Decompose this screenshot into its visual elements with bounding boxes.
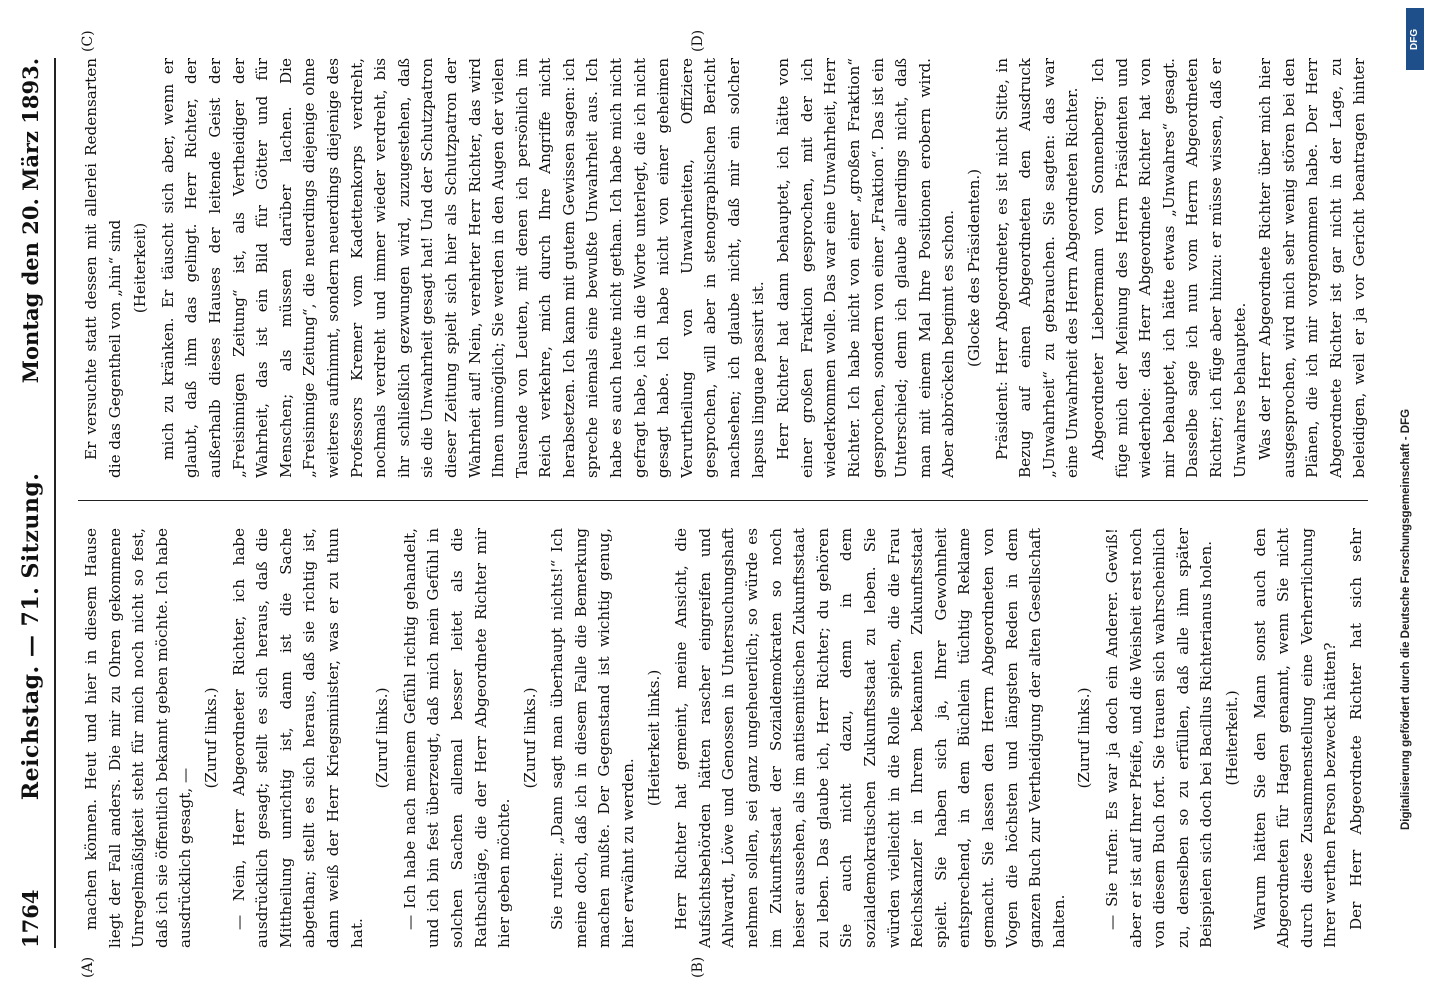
left-column bbox=[80, 528, 1370, 948]
page-number: 1764 bbox=[18, 889, 43, 948]
column-divider bbox=[78, 500, 1368, 501]
interjection: (Zuruf links.) bbox=[201, 687, 220, 789]
paragraph: Herr Richter hat dann behauptet, ich hätte von einer großen Fraktion gesprochen, mit der ich wiederkommen wolle. Das war eine Unwahrheit, Herr Richter. Ich habe nicht von einer „großen Fraktion“ gesprochen, sondern von einer „Fraktion“. Das ist ein Unterschied; denn ich glaube allerdings nicht, daß man mit einem Mal Ihre Positionen erobern wird. Aber abbröckeln beginnt es schon. bbox=[774, 58, 958, 478]
interjection: (Heiterkeit links.) bbox=[644, 669, 663, 807]
right-column bbox=[80, 58, 1370, 478]
paragraph: machen können. Heut und hier in diesem Hause liegt der Fall anders. Die mir zu Ohren gekommene Unregelmäßigkeit steht für mich noch nicht so fest, daß ich sie öffentlich bekannt geben möchte. Ich habe ausdrücklich gesagt, — bbox=[82, 528, 195, 948]
paragraph: Der Herr Abgeordnete Richter hat sich sehr bbox=[1346, 528, 1365, 930]
session-title: Reichstag. — 71. Sitzung. bbox=[18, 472, 44, 801]
interjection: (Zuruf links.) bbox=[1075, 687, 1094, 789]
paragraph: — Nein, Herr Abgeordneter Richter, ich habe ausdrücklich gesagt; stellt es sich heraus, daß die Mittheilung unrichtig ist, dann ist die Sache abgethan; stellt es sich heraus, daß sie richtig ist, dann weiß der Herr Kriegsminister, was er zu thun hat. bbox=[229, 528, 366, 948]
paragraph: — Sie rufen: Es war ja doch ein Anderer. Gewiß! aber er ist auf Ihrer Pfeife, und die Weisheit erst noch von diesem Buch fort. Sie trauen sich wahrscheinlich zu, denselben so zu erfüllen, daß alle ihm später Beispielen sich doch bei Bacillus Richterianus holen. bbox=[1102, 528, 1216, 948]
margin-marker-a: (A) bbox=[80, 956, 96, 978]
margin-marker-d: (D) bbox=[690, 29, 706, 52]
paragraph: Herr Richter hat gemeint, meine Ansicht, die Aufsichtsbehörden hätten rascher eingreifen und Ahlwardt, Löwe und Genossen in Untersuchungshaft nehmen sollen, sei ganz ungeheuerlich; so würde es im Zukunftsstaat der Sozialdemokraten so noch heiser aussehen, als im antisemitischen Zukunftsstaat zu leben. Das glaube ich, Herr Richter; du gehören Sie auch nicht dazu, denn in dem sozialdemokratischen Zukunftsstaat zu leben. Sie würden vielleicht in die Rolle spielen, die die Frau Reichskanzler in Ihrem bekannten Zukunftsstaat spielt. Sie haben sich ja, Ihrer Gewohnheit entsprechend, in dem Büchlein tüchtig Reklame gemacht. Sie lassen den Herrn Abgeordneten von Vogen die höchsten und längsten Reden in dem ganzen Buch zur Vertheidigung der alten Gesellschaft halten. bbox=[672, 528, 1068, 948]
paragraph: Warum hätten Sie den Mann sonst auch den Abgeordneten für Hagen genannt, wenn Sie nicht durch diese Zusammenstellung eine Verherrlichung Ihrer werthen Person bezweckt hätten? bbox=[1250, 528, 1340, 948]
dfg-logo: DFG bbox=[1406, 8, 1424, 70]
interjection: (Glocke des Präsidenten.) bbox=[964, 168, 983, 368]
running-header bbox=[18, 58, 56, 948]
paragraph: — Ich habe nach meinem Gefühl richtig gehandelt, und ich bin fest überzeugt, daß mich mein Gefühl in solchen Sachen allemal besser leitet als die Rathschläge, die der Herr Abgeordnete Richter mir hier geben möchte. bbox=[400, 528, 514, 948]
margin-marker-b: (B) bbox=[690, 956, 706, 978]
dfg-credit-text: Digitalisierung gefördert durch die Deutsche Forschungsgemeinschaft - DFG bbox=[1400, 408, 1412, 830]
paragraph: Präsident: Herr Abgeordneter, es ist nicht Sitte, in Bezug auf einen Abgeordneten den Ausdruck „Unwahrheit“ zu gebrauchen. Sie sagten: das war eine Unwahrheit des Herrn Abgeordneten Richter. bbox=[992, 58, 1082, 478]
dfg-credit-strip bbox=[1398, 0, 1432, 1000]
paragraph: Abgeordneter Liebermann von Sonnenberg: Ich füge mich der Meinung des Herrn Präsidenten und wiederhole: das Herr Abgeordnete Richter hat von mir behauptet, ich hätte etwas „Unwahres“ gesagt. Dasselbe sage ich nun vom Herrn Abgeordneten Richter; ich füge aber hinzu: er müsse wissen, daß er Unwahres behauptete. bbox=[1088, 58, 1249, 478]
paragraph: Was der Herr Abgeordnete Richter über mich hier ausgesprochen, wird mich sehr wenig stören bei den Plänen, die ich mir vorgenommen habe. Der Herr Abgeordnete Richter ist gar nicht in der Lage, zu beleidigen, weil er ja vor Gericht beantragen hinter bbox=[1256, 58, 1369, 478]
paragraph: mich zu kränken. Er täuscht sich aber, wenn er glaubt, daß ihm das gelingt. Herr Richter, der außerhalb dieses Hauses der leitende Geist der „Freisinnigen Zeitung“ ist, als Vertheidiger der Wahrheit, das ist ein Bild für Götter und für Menschen; als müssen darüber lachen. Die „Freisinnige Zeitung“, die neuerdings diejenige ohne weiteres aufnimmt, sondern neuerdings diejenige des Professors Kremer vom Kadettenkorps verdreht, nochmals verdreht und immer wieder verdreht, bis ihr schließlich gezwungen wird, zuzugestehen, daß sie die Unwahrheit gesagt hat! Und der Schutzpatron dieser Zeitung spielt sich hier als Schutzpatron der Wahrheit auf! Nein, verehrter Herr Richter, das wird Ihnen unmöglich; Sie werden in den Augen der vielen Tausende von Leuten, mit denen ich persönlich im Reich verkehre, mich durch Ihre Angriffe nicht herabsetzen. Ich kann mit gutem Gewissen sagen: ich spreche niemals eine bewußte Unwahrheit aus. Ich habe es auch heute nicht gethan. Ich habe mich nicht gefragt habe, ich in die Worte unterlegt, die ich nicht gesagt habe. Ich habe nicht von einer geheimen Verurtheilung von Unwahrheiten, Offiziere gesprochen, will aber in stenographischen Bericht nachsehen; ich glaube nicht, daß mir ein solcher lapsus linguae passirt ist. bbox=[158, 58, 767, 478]
session-date: Montag den 20. März 1893. bbox=[18, 58, 43, 384]
interjection: (Heiterkeit) bbox=[131, 222, 150, 314]
paragraph: Er versuchte statt dessen mit allerlei Redensarten die das Gegentheil von „hin“ sind bbox=[82, 58, 124, 478]
interjection: (Heiterkeit.) bbox=[1222, 690, 1241, 786]
margin-marker-c: (C) bbox=[80, 30, 96, 52]
paragraph: Sie rufen: „Dann sagt man überhaupt nichts!“ Ich meine doch, daß ich in diesem Falle die Bemerkung machen mußte. Der Gegenstand ist wichtig genug, hier erwähnt zu werden. bbox=[548, 528, 638, 948]
interjection: (Zuruf links.) bbox=[373, 687, 392, 789]
interjection: (Zuruf links.) bbox=[520, 687, 539, 789]
